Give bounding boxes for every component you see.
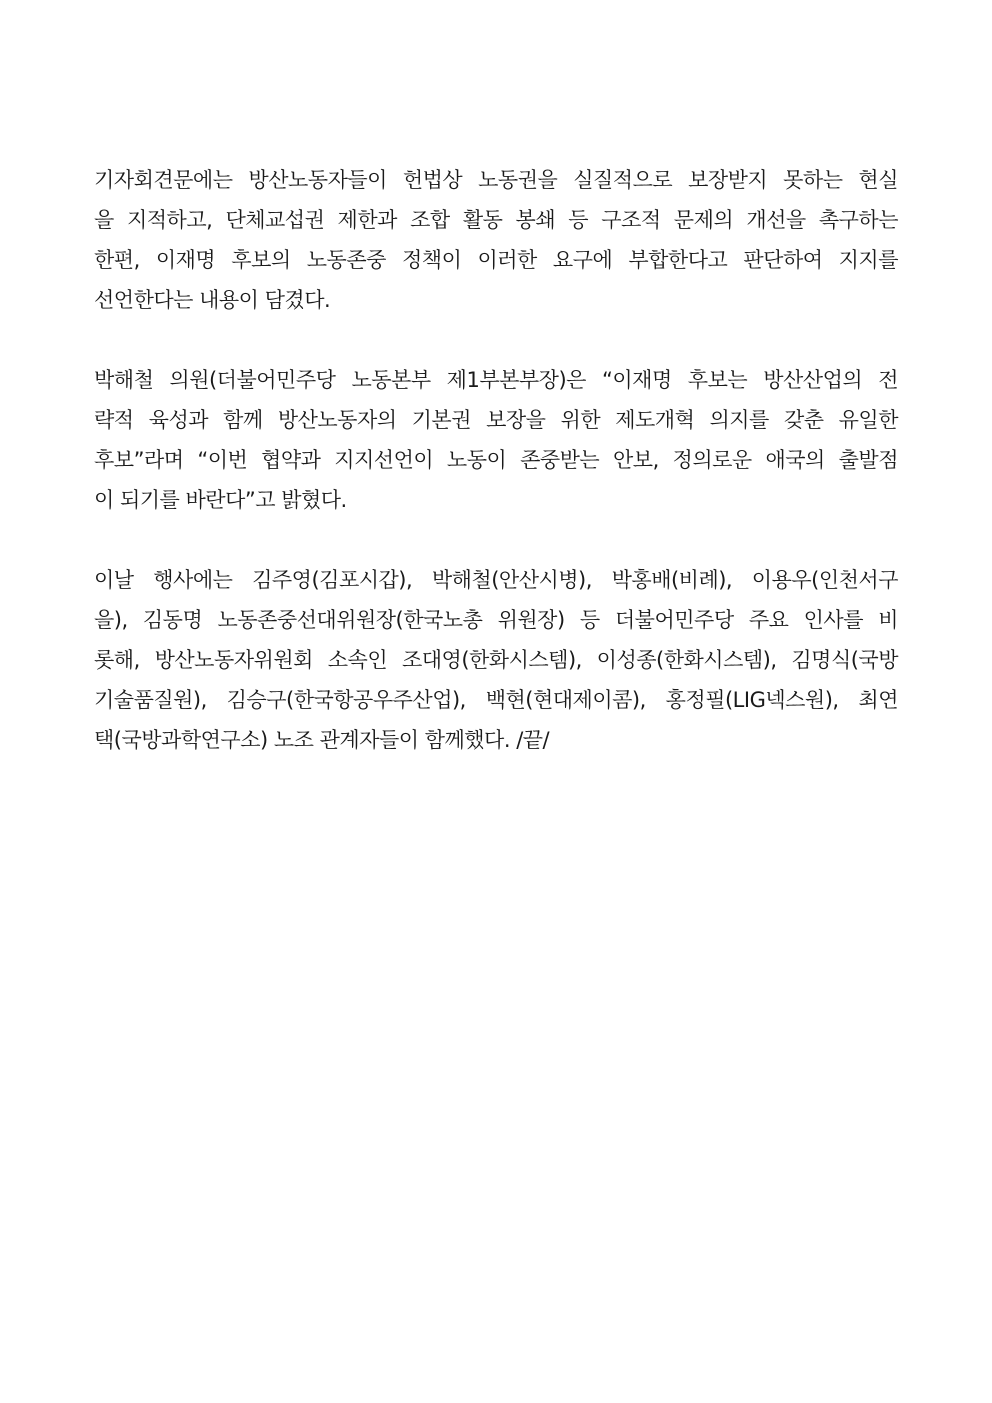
text-line: 한편, 이재명 후보의 노동존중 정책이 이러한 요구에 부합한다고 판단하여 지지를 [94,248,898,272]
text-line: 후보”라며 “이번 협약과 지지선언이 노동이 존중받는 안보, 정의로운 애국의 출발점 [94,448,898,472]
text-line: 선언한다는 내용이 담겼다. [94,288,331,312]
text-line: 략적 육성과 함께 방산노동자의 기본권 보장을 위한 제도개혁 의지를 갖춘 유일한 [94,408,898,432]
text-line: 이 되기를 바란다”고 밝혔다. [94,488,347,512]
text-line: 이날 행사에는 김주영(김포시갑), 박해철(안산시병), 박홍배(비례), 이용우(인천서구 [94,568,898,592]
text-line: 택(국방과학연구소) 노조 관계자들이 함께했다. /끝/ [94,728,550,752]
text-line: 을), 김동명 노동존중선대위원장(한국노총 위원장) 등 더불어민주당 주요 인사를 비 [94,608,898,632]
document-body [94,160,898,800]
text-line: 박해철 의원(더불어민주당 노동본부 제1부본부장)은 “이재명 후보는 방산산업의 전 [94,368,898,392]
paragraph-attendees [94,560,898,760]
text-line: 롯해, 방산노동자위원회 소속인 조대영(한화시스템), 이성종(한화시스템), 김명식(국방 [94,648,898,672]
paragraph-quote [94,360,898,520]
text-line: 기자회견문에는 방산노동자들이 헌법상 노동권을 실질적으로 보장받지 못하는 현실 [94,168,898,192]
text-line: 을 지적하고, 단체교섭권 제한과 조합 활동 봉쇄 등 구조적 문제의 개선을 촉구하는 [94,208,898,232]
paragraph-press-statement [94,160,898,320]
text-line: 기술품질원), 김승구(한국항공우주산업), 백현(현대제이콤), 홍정필(LIG넥스원), 최연 [94,688,898,712]
